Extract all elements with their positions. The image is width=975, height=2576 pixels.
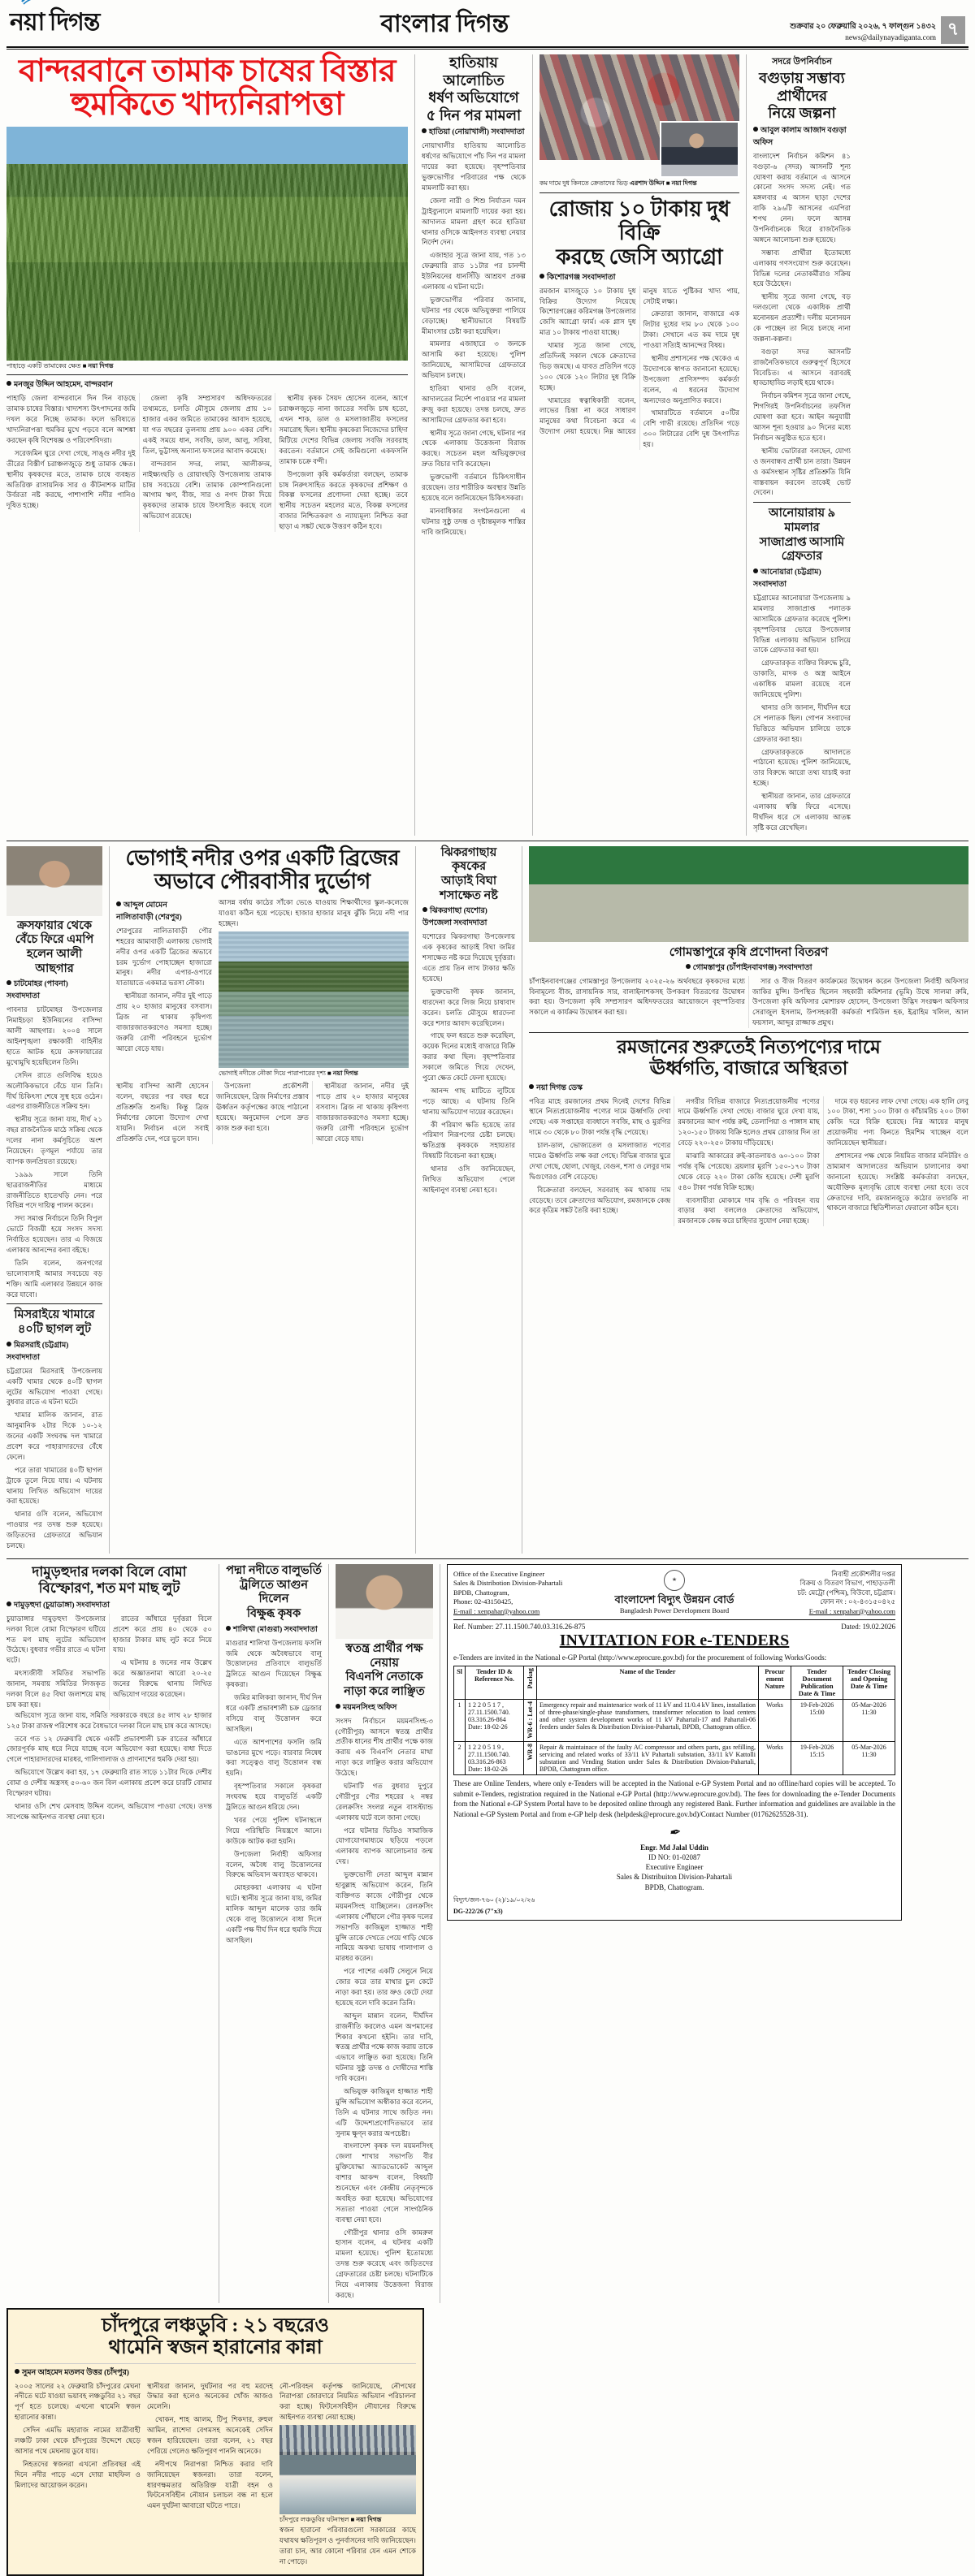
launch-feature bbox=[6, 2308, 424, 2576]
paragraph: অভিযুক্ত কাজিমুল হাজ্জাত শাহী মুন্সি অভিযোগ অস্বীকার করে বলেন, তিনি এ ঘটনার সাথে জড়িত নন। এটি উদ্দেশ্যপ্রণোদিতভাবে তার সুনাম ক্ষুণ্ন করার অপচেষ্টা। bbox=[336, 2086, 433, 2137]
bridge-content bbox=[116, 897, 409, 1078]
paragraph: মোহরকয়া এলাকায় এ ঘটনা ঘটে। স্থানীয় সূত্রে জানা যায়, জমির মালিক আব্দুল মালেক তার জমি থেকে বালু উত্তোলনে বাধা দিলে একটি পক্ষ দীর্ঘ দিন ধরে হুমকি দিয়ে আসছিল। bbox=[226, 1883, 322, 1944]
paragraph: নিহতদের স্বজনরা এখনো প্রতিবছর এই দিনে নদীর পাড়ে এসে দোয়া মাহফিল ও মিলাদের আয়োজন করেন। bbox=[15, 2459, 141, 2489]
paragraph: অভিযোগে উল্লেখ করা হয়, ১৭ ফেব্রুয়ারি রাত সাড়ে ১১টার দিকে দেশীয় বোমা ও দেশীয় অস্ত্রসহ ৫০-৬০ জন বিল এলাকায় প্রবেশ করে চারটি বোমার বিস্ফোরণ ঘটায়। bbox=[6, 1768, 212, 1797]
bridge-byline: আব্দুল মোমেন নালিতাবাড়ী (শেরপুর) bbox=[116, 901, 182, 922]
paragraph: সার ও বীজ বিতরণ কার্যক্রমের উদ্বোধন করেন উপজেলা নির্বাহী অফিসার জাকির মুন্সি। উপস্থিত ছিলেন সহকারী কমিশনার (ভূমি) উম্মে সালমা রুমি, উপজেলা কৃষি অফিসার মোশারফ হোসেন, উপজেলা উদ্ভিদ সংরক্ষণ অফিসার সেরাজুল ইসলাম, উপসহকারী কর্মকর্তা শামিউল হক, ইব্রাহিম খলিল, আল ফয়সাল, আব্দুর রাজ্জাক প্রমুখ। bbox=[752, 976, 968, 1027]
paragraph: সেদিন রাতে গুলিবিদ্ধ হয়েও অলৌকিকভাবে বেঁচে যান তিনি। দীর্ঘ চিকিৎসা শেষে সুস্থ হয়ে ওঠেন। এরপর রাজনীতিতে সক্রিয় হন। bbox=[6, 1070, 103, 1111]
lead-headline-line1: বান্দরবানে তামাক চাষের বিস্তার bbox=[19, 54, 396, 89]
paragraph: দামে বড় ধরনের লাফ দেখা গেছে। এক হালি লেবু ১০০ টাকা, শসা ১০০ টাকা ও কাঁচামরিচ ২০০ টাকা কেজি দরে বিক্রি হয়েছে। নিম্ন আয়ের মানুষ প্রয়োজনীয় পণ্য কিনতে হিমশিম খাচ্ছেন বলে জানিয়েছেন স্থানীয়রা। bbox=[826, 1096, 968, 1148]
paragraph: খামার সূত্রে জানা গেছে, প্রতিদিনই সকাল থেকে ক্রেতাদের ভিড় জমছে। এ যাবত প্রতিদিন গড়ে ১০০ থেকে ১২০ লিটার দুধ বিক্রি হচ্ছে। bbox=[540, 341, 636, 391]
ad-office-line: Sales & Distribotion Division-Pahartali bbox=[453, 1579, 563, 1588]
cell-package: WR-6 : Lot-4 bbox=[524, 1699, 537, 1742]
paragraph: সেদিন এমভি মহারাজ নামের যাত্রীবাহী লঞ্চটি ঢাকা থেকে চাঁদপুরের উদ্দেশে ছেড়ে আসার পথে মেঘনায় ডুবে যায়। bbox=[15, 2426, 141, 2455]
cell-sl: 2 bbox=[454, 1742, 466, 1775]
agri-byline: গোমস্তাপুর (চাঁপাইনবাবগঞ্জ) সংবাদদাতা bbox=[529, 962, 968, 975]
paragraph: শেরপুরের নালিতাবাড়ী পৌর শহরের আমাবাড়ী এলাকায় ভোগাই নদীর ওপর একটি ব্রিজের অভাবে চরম দুর্ভোগ পোহাচ্ছেন হাজারো মানুষ। নদীর এপার-ওপারে যাতায়াতে একমাত্র ভরসা নৌকা। bbox=[116, 926, 213, 988]
bullet-icon bbox=[422, 907, 427, 912]
cell-sl: 1 bbox=[454, 1699, 466, 1742]
ad-org-bn: বাংলাদেশ বিদ্যুৎ উন্নয়ন বোর্ড bbox=[614, 1593, 734, 1606]
paragraph: নগরীর বিভিন্ন বাজারে নিত্যপ্রয়োজনীয় পণ্যের দামে ঊর্ধ্বগতি দেখা গেছে। বাজার ঘুরে দেখা যায়, রমজানের আগ পর্যন্ত রুই, তেলাপিয়া ও পাঙ্গাস মাছ ১২০-১৫০ টাকায় বিক্রি হলেও প্রথম রোজার দিন তা বেড়ে ২২০-২৫০ টাকায় দাঁড়িয়েছে। bbox=[678, 1096, 820, 1148]
launch-col-2 bbox=[147, 2381, 273, 2570]
milk-inset-photo bbox=[660, 121, 739, 178]
paragraph: খামার মালিক জানান, রাত আনুমানিক ২টার দিকে ১০-১২ জনের একটি সংঘবদ্ধ দল খামারে প্রবেশ করে পাহারাদারদের বেঁধে ফেলে। bbox=[6, 1411, 103, 1461]
masthead-rule bbox=[6, 46, 968, 50]
signature-mark-icon: ✒︎ bbox=[667, 1824, 682, 1841]
band-divider bbox=[6, 1558, 968, 1559]
logo-swoosh-icon bbox=[21, 0, 58, 5]
paragraph: এতে আশপাশের ফসলি জমি ভাঙনের মুখে পড়ে। বারবার নিষেধ করা সত্ত্বেও বালু উত্তোলন বন্ধ হয়নি। bbox=[226, 1737, 322, 1778]
paragraph: গ্রেফতারকৃতকে আদালতে পাঠানো হয়েছে। পুলিশ জানিয়েছে, তার বিরুদ্ধে আরো তথ্য যাচাই করা হচ্ছে। bbox=[753, 747, 851, 788]
th-pub-date: Tender Document Publication Date & Time bbox=[791, 1666, 843, 1699]
paragraph: ক্রেতারা জানান, বাজারে এক লিটার দুধের দাম ৮০ থেকে ১০০ টাকা। সেখানে এত কম দামে দুধ পাওয়া সত্যিই আনন্দের বিষয়। bbox=[643, 309, 739, 350]
paragraph: স্থানীয় সূত্রে জানা গেছে, ঘটনার পর থেকে এলাকায় উত্তেজনা বিরাজ করছে। সচেতন মহল অভিযুক্তদের দ্রুত বিচার দাবি করেছেন। bbox=[422, 428, 526, 469]
sand-headline: পদ্মা নদীতে বালুভর্তি ট্রলিতে আগুন দিলেন বিক্ষুব্ধ কৃষক bbox=[226, 1563, 322, 1620]
logo-label: নয়া দিগন্ত bbox=[10, 9, 100, 36]
paragraph: পাহাড়ি জেলা বান্দরবানে দিন দিন বাড়ছে তামাক চাষের বিস্তার। খাদ্যশস্য উৎপাদনের জমি দখল করে নিচ্ছে তামাক। ফলে ভবিষ্যতে খাদ্যনিরাপত্তা হুমকির মুখে পড়বে বলে আশঙ্কা করছেন কৃষি বিশেষজ্ঞ ও পরিবেশবিদরা। bbox=[6, 394, 136, 445]
bogura-story bbox=[753, 54, 851, 836]
arrest-byline: আনোয়ারা (চট্টগ্রাম) সংবাদদাতা bbox=[753, 568, 821, 590]
bullet-icon bbox=[422, 128, 427, 133]
paragraph: স্থানীয়রা জানান, তার গ্রেফতারে এলাকায় স্বস্তি ফিরে এসেছে। দীর্ঘদিন ধরে সে এলাকায় আতঙ্ক সৃষ্টি করে রেখেছিল। bbox=[753, 792, 851, 832]
bridge-headline: ভোগাই নদীর ওপর একটি ব্রিজের অভাবে পৌরবাসীর দুর্ভোগ bbox=[125, 845, 400, 894]
signature-id: ID NO: 01-02087 bbox=[648, 1853, 700, 1862]
launch-headline: চাঁদপুরে লঞ্চডুবি : ২১ বছরেও থামেনি স্বজন হারানোর কান্না bbox=[102, 2315, 329, 2359]
paragraph: স্থানীয় ভোটাররা বলছেন, যোগ্য ও জনবান্ধব প্রার্থী চান তারা। উন্নয়ন ও কর্মসংস্থান সৃষ্টির প্রতিশ্রুতি যিনি বাস্তবায়ন করবেন তাকেই ভোট দেবেন। bbox=[753, 446, 851, 497]
ad-note: These are Online Tenders, where only e-Tenders will be accepted in the National e-GP System Portal and no offline/hard copies will be accepted. To submit e-Tenders, registration required in the National e-GP Portal (http://www.eprocure.gov.bd). The fees for downloading the e-Tender Documents from the National e-GP System Portal have to be deposited online through any registered Bank. Further information and guidelines are available in the National e-GP System Portal and from e-GP help desk (helpdesk@eprocure.gov.bd)/Contact Number (01762625528-31). bbox=[453, 1779, 895, 1818]
bullet-icon bbox=[15, 2369, 20, 2374]
paragraph: যশোরের ঝিকরগাছা উপজেলায় এক কৃষকের আড়াই বিঘা জমির শসাক্ষেত নষ্ট করে দিয়েছে দুর্বৃত্তরা। এতে প্রায় তিন লাখ টাকার ক্ষতি হয়েছে। bbox=[422, 932, 516, 983]
paragraph: চট্টগ্রামের আনোয়ারা উপজেলায় ৯ মামলার সাজাপ্রাপ্ত পলাতক আসামিকে গ্রেফতার করেছে পুলিশ। বৃহস্পতিবার ভোরে উপজেলার বিভিন্ন এলাকায় অভিযান চালিয়ে তাকে গ্রেফতার করা হয়। bbox=[753, 594, 851, 655]
arrest-headline: আনোয়ারায় ৯ মামলার সাজাপ্রাপ্ত আসামি গ্রেফতার bbox=[759, 507, 845, 564]
bridge-text-left bbox=[116, 897, 212, 1078]
paragraph: উপজেলা কৃষি কর্মকর্তারা বলছেন, তামাক চাষ নিরুৎসাহিত করতে কৃষকদের প্রশিক্ষণ ও বিকল্প ফসলের প্রণোদনা দেয়া হচ্ছে। তবে স্থানীয় সচেতন মহলের মতে, বিকল্প ফসলের বাজার নিশ্চিতকরণ ও ন্যায্যমূল্য নিশ্চিত করা ছাড়া এ সঙ্কট থেকে উত্তরণ কঠিন হবে। bbox=[279, 469, 408, 531]
cell-close-date: 05-Mar-2026 11:30 bbox=[843, 1699, 895, 1742]
top-band bbox=[6, 54, 968, 836]
ad-org-block bbox=[601, 1570, 748, 1616]
paragraph: স্থানীয় সূত্রে জানা যায়, দীর্ঘ ২১ বছর রাজনৈতিক মাঠে সক্রিয় থেকে দলের নানা কর্মসূচিতে অংশ নিয়েছেন। তৃণমূল পর্যায়ে তার ব্যাপক জনপ্রিয়তা রয়েছে। bbox=[6, 1115, 103, 1165]
paragraph: সদ্য সমাপ্ত নির্বাচনে তিনি বিপুল ভোটে বিজয়ী হয়ে সংসদ সদস্য নির্বাচিত হয়েছেন। তার এ বিজয়ে এলাকায় আনন্দের বন্যা বইছে। bbox=[6, 1214, 103, 1254]
bullet-icon bbox=[540, 274, 544, 279]
paragraph: স্থানীয় প্রশাসনের পক্ষ থেকেও এ উদ্যোগকে স্বাগত জানানো হয়েছে। উপজেলা প্রাণিসম্পদ কর্মকর্তা বলেন, এ ধরনের উদ্যোগ অন্যদেরও অনুপ্রাণিত করবে। bbox=[643, 354, 739, 404]
paragraph: পাবনার চাটমোহর উপজেলার নিমাইচড়া ইউনিয়নের বাসিন্দা আলী আছগার। ২০০৪ সালে আইনশৃঙ্খলা রক্ষাকারী বাহিনীর হাতে আটক হয়ে ক্রসফায়ারের মুখোমুখি হয়েছিলেন তিনি। bbox=[6, 1005, 103, 1066]
bridge-story bbox=[116, 846, 409, 1554]
ad-office-line-bn: ফোন নং : ০২-৪৩১৫০৪২৫ bbox=[820, 1597, 895, 1606]
launch-feature-box bbox=[6, 2308, 424, 2576]
paragraph: স্থানীয়রা জানান, দুর্ঘটনার পর বহু মরদেহ উদ্ধার করা হলেও অনেকের খোঁজ আজও মেলেনি। bbox=[147, 2381, 273, 2411]
paragraph: স্বজন হারানো পরিবারগুলো সরকারের কাছে যথাযথ ক্ষতিপূরণ ও পুনর্বাসনের দাবি জানিয়েছেন। তারা চান, আর কোনো পরিবার যেন এমন শোকে না পোড়ে। bbox=[280, 2525, 416, 2565]
agri-body bbox=[529, 976, 968, 1028]
bnp-photo bbox=[336, 1564, 433, 1639]
ramadan-headline: রমজানের শুরুতেই নিত্যপণ্যের দামে ঊর্ধ্বগতি, বাজারে অস্থিরতা bbox=[617, 1037, 881, 1079]
paragraph: খামারের স্বত্বাধিকারী বলেন, লাভের চিন্তা না করে সাধারণ মানুষের কথা বিবেচনা করে এ উদ্যোগ নেয়া হয়েছে। নিম্ন আয়ের মানুষ যাতে পুষ্টিকর খাদ্য পায়, সেটাই লক্ষ্য। bbox=[540, 286, 739, 436]
paragraph: চট্টগ্রামের মিরসরাই উপজেলায় একটি খামার থেকে ৪০টি ছাগল লুটের অভিযোগ পাওয়া গেছে। বুধবার রাতে এ ঘটনা ঘটে। bbox=[6, 1366, 103, 1407]
bridge-photo-wrap bbox=[219, 897, 409, 1078]
paragraph: রমজান মাসজুড়ে ১০ টাকায় দুধ বিক্রির উদ্যোগ নিয়েছে কিশোরগঞ্জের করিমগঞ্জ উপজেলার জেসি অ্যাগ্রো ফার্ম। এক গ্লাস দুধ মাত্র ১০ টাকায় পাওয়া যাচ্ছে। bbox=[540, 286, 636, 337]
paragraph: হাতিয়া থানার ওসি বলেন, আদালতের নির্দেশ পাওয়ার পর মামলা রুজু করা হয়েছে। তদন্ত চলছে, দ্রুত আসামিদের গ্রেফতার করা হবে। bbox=[422, 383, 526, 424]
column-rule bbox=[746, 54, 747, 836]
paragraph: ভুক্তভোগী কৃষক জানান, ধারদেনা করে লিজ নিয়ে চাষাবাদ করেন। চলতি মৌসুমে ধারদেনা করে শসার আবাদ করেছিলেন। bbox=[422, 987, 516, 1027]
ad-org-en: Bangladesh Power Development Board bbox=[619, 1606, 730, 1615]
agri-ramadan-col bbox=[529, 846, 968, 1554]
hatiya-headline: হাতিয়ায় আলোচিত ধর্ষণ অভিযোগে ৫ দিন পর মামলা bbox=[426, 54, 522, 123]
launch-col-3 bbox=[280, 2381, 416, 2570]
jhikargacha-headline: ঝিকরগাছায় কৃষকের আড়াই বিঘা শসাক্ষেত নষ্ট bbox=[440, 845, 498, 902]
contact-email[interactable]: news@dailynayadiganta.com bbox=[845, 33, 936, 42]
bullet-icon bbox=[226, 1626, 231, 1631]
paragraph: থানার ওসি জানান, দীর্ঘদিন ধরে সে পলাতক ছিল। গোপন সংবাদের ভিত্তিতে অভিযান চালিয়ে তাকে গ্রেফতার করা হয়। bbox=[753, 702, 851, 743]
masthead-right bbox=[790, 16, 965, 44]
ad-office-block-bn bbox=[752, 1570, 895, 1616]
goats-headline: মিসরাইয়ে খামারে ৪০টি ছাগল লুট bbox=[14, 1308, 95, 1337]
cell-tender-id: 1 2 2 0 5 1 7 , 27.11.1500.740. 03.316.26-864 Date: 18-02-26 bbox=[466, 1699, 524, 1742]
jhikargacha-story bbox=[422, 846, 515, 1554]
paragraph: নদীপথে নিরাপত্তা নিশ্চিত করার দাবি জানিয়েছেন স্বজনরা। তারা বলেন, ধারণক্ষমতার অতিরিক্ত যাত্রী বহন ও ফিটনেসবিহীন নৌযান চলাচল বন্ধ না হলে এমন দুর্ঘটনা আবারো ঘটতে পারে। bbox=[147, 2459, 273, 2510]
bullet-icon bbox=[116, 901, 121, 906]
cell-pub-date: 19-Feb-2026 15:00 bbox=[791, 1699, 843, 1742]
cell-pub-date: 19-Feb-2026 15:15 bbox=[791, 1742, 843, 1775]
divider bbox=[6, 374, 408, 375]
paragraph: ২০০৫ সালের ২২ ফেব্রুয়ারি চাঁদপুরের মেঘনা নদীতে ঘটে যাওয়া ভয়াবহ লঞ্চডুবির ২১ বছর পূর্ণ হতে চলেছে। এখনো থামেনি স্বজন হারানোর কান্না। bbox=[15, 2381, 141, 2422]
bnp-headline: স্বতন্ত্র প্রার্থীর পক্ষ নেয়ায় বিএনপি নেতাকে নাড়া করে লাঞ্ছিত bbox=[344, 1641, 425, 1698]
column-rule bbox=[328, 1564, 329, 2303]
cell-name: Repair & maintainace of the faulty AC compressor and others parts, gas refilling, servicing and related works of 33/11 kV Pahartali substation, 33/11 kV Kattolli substation and Vending Station under Sales & Distribution Division-Pahartali, BPDB, Chattogram office. bbox=[537, 1742, 759, 1775]
paragraph: থানার ওসি বলেন, অভিযোগ পাওয়ার পর তদন্ত শুরু হয়েছে। জড়িতদের গ্রেফতারে অভিযান চলছে। bbox=[6, 1510, 103, 1550]
paragraph: বৃহস্পতিবার সকালে কৃষকরা সংঘবদ্ধ হয়ে বালুভর্তি একটি ট্রলিতে আগুন ধরিয়ে দেন। bbox=[226, 1782, 322, 1812]
paragraph: ১৯৯৯ সালে তিনি ছাত্ররাজনীতির মাধ্যমে রাজনীতিতে হাতেখড়ি নেন। পরে বিভিন্ন পদে দায়িত্ব পালন করেন। bbox=[6, 1169, 103, 1210]
paragraph: চাল-ডাল, ভোজ্যতেল ও মসলাজাত পণ্যের দামেও ঊর্ধ্বগতি লক্ষ করা গেছে। বিভিন্ন বাজার ঘুরে দেখা গেছে, ছোলা, খেজুর, বেগুন, শসা ও লেবুর দাম দ্বিগুণেরও বেশি বেড়েছে। bbox=[529, 1141, 671, 1181]
lead-headline bbox=[6, 54, 408, 122]
bullet-icon bbox=[753, 568, 758, 573]
paragraph: জেলা নারী ও শিশু নির্যাতন দমন ট্রাইব্যুনালে মামলাটি দায়ের করা হয়। আদালত মামলা গ্রহণ করে হাতিয়া থানার ওসিকে আইনগত ব্যবস্থা নেয়ার নির্দেশ দেন। bbox=[422, 196, 526, 247]
bridge-body bbox=[116, 1081, 409, 1143]
cell-name: Emergency repair and maintenarice work of 11 kV and 11/0.4 kV lines, installation of three-phase/single-phase transformers, transformer relocation to load centers and other system development works of 11 kV Pahartali-17 and Pahartali-06 feeders under Sales & Distribution Division-Pahartali, BPDB, Chattogram office. bbox=[537, 1699, 759, 1742]
paragraph: এজাহার সূত্রে জানা যায়, গত ১৩ ফেব্রুয়ারি রাত ১১টার পর চানন্দী ইউনিয়নের ধানসিঁড়ি আশ্রয়ণ প্রকল্প এলাকায় এ ঘটনা ঘটে। bbox=[422, 251, 526, 291]
paragraph: উপজেলা প্রকৌশলী জানিয়েছেন, ব্রিজ নির্মাণের প্রস্তাব ঊর্ধ্বতন কর্তৃপক্ষের কাছে পাঠানো হয়েছে। অনুমোদন পেলে দ্রুত কাজ শুরু করা হবে। bbox=[216, 1082, 309, 1132]
paragraph: বাংলাদেশ কৃষক দল ময়মনসিংহ জেলা শাখার সভাপতি বীর মুক্তিযোদ্ধা অ্যাডভোকেট আব্দুল বাশার আকন্দ বলেন, বিষয়টি শুনেছেন এবং কেন্দ্রীয় নেতৃবৃন্দকে অবহিত করা হয়েছে। অভিযোগের সত্যতা পাওয়া গেলে সাংগঠনিক ব্যবস্থা নেয়া হবে। bbox=[336, 2142, 433, 2224]
bnp-story bbox=[336, 1564, 433, 2303]
paragraph: কী পরিমাণ ক্ষতি হয়েছে তার পরিমাণ নিরূপণের চেষ্টা চলছে। ক্ষতিগ্রস্ত কৃষককে সহায়তার বিষয়টি বিবেচনা করা হচ্ছে। bbox=[422, 1120, 516, 1160]
column-rule bbox=[109, 846, 110, 1554]
ad-header bbox=[453, 1570, 895, 1616]
ad-box bbox=[447, 1564, 902, 1921]
ad-office-line-bn: নিবাহী প্রকৌশলীর দপ্তর bbox=[831, 1569, 895, 1578]
paragraph: খোকন, শাহ আলম, টিপু শিকদার, রুহুল আমিন, রাশেদা বেগমসহ অনেকেই সেদিন স্বজন হারিয়েছেন। তারা বলেন, ২১ বছর পেরিয়ে গেলেও ক্ষতিপূরণ পাননি অনেকে। bbox=[147, 2415, 273, 2455]
bridge-photo-caption: ভোগাই নদীতে নৌকা দিয়ে পারাপারের দৃশ্য ■ নয়া দিগন্ত bbox=[219, 1069, 358, 1077]
th-name: Name of the Tender bbox=[537, 1666, 759, 1699]
paragraph: বাংলাদেশ নির্বাচন কমিশন ৪১ বগুড়া-৬ (সদর) আসনটি শূন্য ঘোষণা করায় বর্তমানে এ আসনে কোনো সংসদ সদস্য নেই। গত মঙ্গলবার এ আসন ছাড়া দেশের বাকি ২৯৬টি আসনের এমপিরা শপথ নেন। ফলে আসন্ন উপনির্বাচনকে ঘিরে রাজনৈতিক অঙ্গনে আলোচনা শুরু হয়েছে। bbox=[753, 151, 851, 244]
paragraph: অভিযোগ সূত্রে জানা যায়, সমিতি সরকারকে বছরে ৪৫ লাখ ২৮ হাজার ১২৫ টাকা রাজস্ব পরিশোধ করে বৈধভাবে দলকা বিলে মাছ চাষ করে আসছে। bbox=[6, 1710, 212, 1730]
paragraph: আনন্দ গাছ মাটিতে লুটিয়ে পড়ে আছে। এ ঘটনায় তিনি থানায় অভিযোগ দায়ের করেছেন। bbox=[422, 1086, 516, 1116]
paragraph: স্থানীয় কৃষক সৈয়দ হোসেন বলেন, আগে চরাঞ্চলজুড়ে নানা জাতের সবজি চাষ হতো, এখন শাক, ডাল ও মসলাজাতীয় ফসলের সমারোহ ছিল। স্থানীয় কৃষকেরা নিজেদের চাহিদা মিটিয়ে দেশের বিভিন্ন জেলায় সবজি সরবরাহ করতেন। বর্তমানে সেই জমিগুলো একফসলি তামাক চক্রে বন্দী। bbox=[279, 394, 408, 465]
ad-office-line: Office of the Executive Engineer bbox=[453, 1569, 545, 1578]
ramadan-body bbox=[529, 1096, 968, 1227]
launch-content bbox=[15, 2381, 416, 2570]
paragraph: মৎস্যজীবী সমিতির সভাপতি জানান, সমবায় সমিতির লিজকৃত দলকা বিলে ৪৫ বিঘা জলাশয়ে মাছ চাষ করা হয়। bbox=[6, 1669, 106, 1709]
paragraph: মাঝারি আকারের রুই-কাতলায়ও ৬০-১০০ টাকা পর্যন্ত বৃদ্ধি পেয়েছে। ব্রয়লার মুরগি ১৫০-১৭০ টাকা থেকে বেড়ে ২২০ টাকা কেজি হয়েছে। দেশী মুরগি ৫৪০ টাকা পর্যন্ত বিক্রি হচ্ছে। bbox=[678, 1151, 820, 1191]
table-row bbox=[454, 1742, 895, 1775]
publication-logo[interactable] bbox=[10, 2, 99, 44]
paragraph: চুয়াডাঙ্গার দামুড়হুদা উপজেলার দলকা বিলে বোমা বিস্ফোরণ ঘটিয়ে শত মণ মাছ লুটের অভিযোগ উঠেছে। বুধবার গভীর রাতে এ ঘটনা ঘটে। bbox=[6, 1614, 106, 1665]
jhikargacha-byline: ঝিকরগাছা (যশোর) উপজেলা সংবাদদাতা bbox=[422, 907, 488, 928]
paragraph: নির্বাচন কমিশন সূত্রে জানা গেছে, শিগগিরই উপনির্বাচনের তফসিল ঘোষণা করা হবে। আইন অনুযায়ী আসন শূন্য হওয়ার ৯০ দিনের মধ্যে নির্বাচন অনুষ্ঠিত হতে হবে। bbox=[753, 391, 851, 442]
cell-package: WR-8 bbox=[524, 1742, 537, 1775]
bullet-icon bbox=[6, 381, 11, 386]
paragraph: ভুক্তভোগী বর্তমানে চিকিৎসাধীন রয়েছেন। তার শারীরিক অবস্থার উন্নতি হয়েছে বলে জানিয়েছেন চিকিৎসকরা। bbox=[422, 473, 526, 502]
paragraph: নোয়াখালীর হাতিয়ায় আলোচিত ধর্ষণের অভিযোগে পাঁচ দিন পর মামলা দায়ের করা হয়েছে। বৃহস্পতিবার ভুক্তভোগীর পরিবারের পক্ষ থেকে মামলাটি করা হয়। bbox=[422, 141, 526, 192]
paragraph: প্রশাসনের পক্ষ থেকে নিয়মিত বাজার মনিটরিং ও ভ্রাম্যমাণ আদালতের অভিযান চালানোর কথা জানানো হয়েছে। সংশ্লিষ্ট কর্মকর্তারা বলছেন, অযৌক্তিক মূল্যবৃদ্ধি রোধে ব্যবস্থা নেয়া হবে। তবে ক্রেতাদের দাবি, রমজানজুড়ে কঠোর তদারকি না থাকলে বাজারে স্থিতিশীলতা ফেরানো কঠিন হবে। bbox=[826, 1151, 968, 1212]
table-row bbox=[454, 1699, 895, 1742]
bullet-icon bbox=[686, 964, 691, 969]
caption-text: পাহাড়ে একটি তামাকের ক্ষেত bbox=[6, 361, 81, 370]
paragraph: চাঁপাইনবাবগঞ্জের গোমস্তাপুর উপজেলায় ২০২৫-২৬ অর্থবছরে কৃষকদের মধ্যে বিনামূল্যে বীজ, রাসায়নিক সার, বালাইনাশকসহ উপকরণ বিতরণের উদ্বোধন করা হয়। উপজেলা কৃষি সম্প্রসারণ অধিদফতরের আয়োজনে বৃহস্পতিবার সকালে এ কার্যক্রম উদ্বোধন করা হয়। bbox=[529, 976, 746, 1017]
paragraph: জেলা কৃষি সম্প্রসারণ অধিদফতরের তথ্যমতে, চলতি মৌসুমে জেলায় প্রায় ১০ হাজার একর জমিতে তামাকের আবাদ হয়েছে, যা গত বছরের তুলনায় প্রায় ৯০০ একর বেশি। একই সময়ে ধান, সবজি, ডাল, আলু, সরিষা, তিল, ভুট্টাসহ অন্যান্য ফসলের আবাদ কমেছে। bbox=[142, 394, 272, 455]
column-rule bbox=[415, 846, 416, 1554]
esp-byline: চাটমোহর (পাবনা) সংবাদদাতা bbox=[6, 980, 68, 1001]
bridge-photo bbox=[219, 931, 409, 1068]
paragraph: বগুড়া সদর আসনটি রাজনৈতিকভাবে গুরুত্বপূর্ণ হিসেবে বিবেচিত। এ আসনে বরাবরই হাড্ডাহাড্ডি লড়াই হয়ে থাকে। bbox=[753, 347, 851, 387]
paragraph: তিনি বলেন, জনগণের ভালোবাসাই আমার সবচেয়ে বড় শক্তি। আমি এলাকার উন্নয়নে কাজ করে যাবো। bbox=[6, 1258, 103, 1299]
th-sl: Sl bbox=[454, 1666, 466, 1699]
divider bbox=[15, 2363, 416, 2364]
bomb-body bbox=[6, 1614, 212, 1710]
bullet-icon bbox=[6, 980, 11, 985]
masthead bbox=[6, 5, 968, 44]
paragraph: মানবাধিকার সংগঠনগুলো এ ঘটনার সুষ্ঠু তদন্ত ও দৃষ্টান্তমূলক শাস্তির দাবি জানিয়েছে। bbox=[422, 506, 526, 536]
ad-office-line-bn: বিক্রয় ও বিতরণ বিভাগ, পাহাড়তলী bbox=[800, 1579, 895, 1588]
bogura-headline: বগুড়ায় সম্ভাব্য প্রার্থীদের নিয়ে জল্পনা bbox=[759, 70, 845, 122]
goats-byline: মিরসরাই (চট্টগ্রাম) সংবাদদাতা bbox=[6, 1341, 69, 1362]
lead-headline-line2: হুমকিতে খাদ্যনিরাপত্তা bbox=[71, 87, 344, 123]
lead-photo-caption bbox=[6, 361, 408, 371]
paragraph: পবিত্র মাহে রমজানের প্রথম দিনেই দেশের বিভিন্ন স্থানে নিত্যপ্রয়োজনীয় পণ্যের দামে ঊর্ধ্বগতি দেখা গেছে। এক সপ্তাহের ব্যবধানে সবজি, মাছ ও মুরগির দামে ৩০ থেকে ৮০ টাকা পর্যন্ত বৃদ্ধি পেয়েছে। bbox=[529, 1096, 671, 1137]
paragraph: গ্রেফতারকৃত ব্যক্তির বিরুদ্ধে চুরি, ডাকাতি, মাদক ও অস্ত্র আইনে একাধিক মামলা রয়েছে বলে জানিয়েছে পুলিশ। bbox=[753, 659, 851, 699]
bomb-byline: দামুড়হুদা (চুয়াডাঙ্গা) সংবাদদাতা bbox=[6, 1600, 212, 1612]
paragraph: থানার ওসি জানিয়েছেন, লিখিত অভিযোগ পেলে আইনানুগ ব্যবস্থা নেয়া হবে। bbox=[422, 1165, 516, 1194]
signature-name: Engr. Md Jalal Uddin bbox=[640, 1843, 708, 1852]
page-number-badge: ৭ bbox=[941, 16, 965, 44]
page-title: বাংলার দিগন্ত bbox=[380, 11, 509, 37]
paragraph: স্থানীয় বাসিন্দা আলী হোসেন বলেন, বছরের পর বছর ধরে প্রতিশ্রুতি শুনছি। কিন্তু ব্রিজ নির্মাণের কোনো উদ্যোগ দেখা যায়নি। নির্বাচন এলে সবাই প্রতিশ্রুতি দেন, পরে ভুলে যান। bbox=[116, 1082, 209, 1143]
ad-office-email-bn[interactable]: E-mail : xenpahar@yahoo.com bbox=[808, 1606, 895, 1615]
milk-photo-group bbox=[540, 54, 739, 178]
paragraph: সরেজমিন ঘুরে দেখা গেছে, সাঙ্গু নদীর দুই তীরের বিস্তীর্ণ চরাঞ্চলজুড়ে শুধু তামাক ক্ষেত। স্থানীয় কৃষকদের মতে, তামাক চাষে ব্যবহৃত অতিরিক্ত রাসায়নিক সার ও কীটনাশক মাটির উর্বরতা নষ্ট করছে, পাশাপাশি নদীর পানিও দূষিত হচ্ছে। bbox=[6, 448, 136, 510]
table-header-row bbox=[454, 1666, 895, 1699]
cell-nature: Works bbox=[759, 1699, 791, 1742]
th-tender-id: Tender ID & Reference No. bbox=[466, 1666, 524, 1699]
paragraph: পরে পাশের একটি সেলুনে নিয়ে জোর করে তার মাথার চুল কেটে নাড়া করা হয়। তার ভ্রুও কেটে দেয়া হয়েছে বলে দাবি করেন তিনি। bbox=[336, 1967, 433, 2007]
bullet-icon bbox=[6, 1342, 11, 1346]
logo-text bbox=[10, 2, 99, 44]
caption-source: ■ নয়া দিগন্ত bbox=[82, 361, 114, 370]
bullet-icon bbox=[753, 127, 758, 132]
esp-headline: ক্রসফায়ার থেকে বেঁচে ফিরে এমপি হলেন আলী আছগার bbox=[15, 918, 94, 975]
paragraph: তবে গত ১২ ফেব্রুয়ারি থেকে একটি প্রভাবশালী চক্র রাতের আঁধারে জোরপূর্বক মাছ ধরে নিয়ে যাচ্ছে বলে অভিযোগ করা হয়েছে। বাধা দিতে গেলে পাহারাদারদের মারধর, গালিগালাজ ও প্রাণনাশের হুমকি দেয়া হয়। bbox=[6, 1734, 212, 1764]
paragraph: থানার ওসি শেখ মেসবাহ উদ্দিন বলেন, অভিযোগ পাওয়া গেছে। তদন্ত সাপেক্ষে আইনগত ব্যবস্থা নেয়া হবে। bbox=[6, 1801, 212, 1821]
paragraph: উপজেলা নির্বাহী অফিসার বলেন, অবৈধ বালু উত্তোলনের বিরুদ্ধে অভিযান অব্যাহত থাকবে। bbox=[226, 1849, 322, 1879]
paragraph: গাছে ফল ধরতে শুরু করেছিল, কয়েক দিনের মধ্যেই বাজারে বিক্রি করার কথা ছিল। বৃহস্পতিবার সকালে জমিতে গিয়ে দেখেন, পুরো ক্ষেত কেটে ফেলা হয়েছে। bbox=[422, 1031, 516, 1082]
ad-intro: e-Tenders are invited in the National e-GP Portal (http://www.eprocure.gov.bd) for the procurement of following Works/Goods: bbox=[453, 1653, 827, 1662]
ad-office-line: Phone: 02-43150425, bbox=[453, 1597, 514, 1606]
milk-body bbox=[540, 286, 739, 450]
hatiya-byline: হাতিয়া (নোয়াখালী) সংবাদদাতা bbox=[422, 127, 526, 139]
milk-headline: রোজায় ১০ টাকায় দুধ বিক্রি করছে জেসি অ্যাগ্রো bbox=[548, 197, 730, 270]
paragraph: মামলার এজাহারে ৩ জনকে আসামি করা হয়েছে। পুলিশ জানিয়েছে, আসামিদের গ্রেফতারে অভিযান চলছে। bbox=[422, 339, 526, 380]
launch-byline: সুমন আহমেদ মতলব উত্তর (চাঁদপুর) bbox=[15, 2367, 416, 2379]
bullet-icon bbox=[6, 1601, 11, 1606]
ad-reference-row bbox=[453, 1619, 895, 1631]
ad-footer bbox=[453, 1895, 895, 1915]
cell-nature: Works bbox=[759, 1742, 791, 1775]
paragraph: পরে ঘটনার ভিডিও সামাজিক যোগাযোগমাধ্যমে ছড়িয়ে পড়লে এলাকায় ব্যাপক আলোচনার জন্ম দেয়। bbox=[336, 1826, 433, 1866]
signature-division: Sales & Distribuiton Division-Pahartali bbox=[616, 1873, 733, 1882]
paragraph: স্থানীয়রা জানান, নদীর দুই পাড়ে প্রায় ২০ হাজার মানুষের বসবাস। ব্রিজ না থাকায় কৃষিপণ্য বাজারজাতকরণেও সমস্যা হচ্ছে। জরুরি রোগী পরিবহনে দুর্ভোগ আরো বেড়ে যায়। bbox=[315, 1082, 409, 1143]
lead-photo bbox=[6, 127, 408, 361]
bnp-byline: ময়মনসিংহ অফিস bbox=[336, 1702, 433, 1714]
th-package: Packag bbox=[524, 1666, 537, 1699]
divider bbox=[753, 502, 851, 503]
ad-date: Dated: 19.02.2026 bbox=[841, 1623, 895, 1632]
signature-title: Executive Engineer bbox=[645, 1863, 704, 1872]
cell-close-date: 05-Mar-2026 11:30 bbox=[843, 1742, 895, 1775]
bullet-icon bbox=[529, 1084, 534, 1089]
milk-byline: কিশোরগঞ্জ সংবাদদাতা bbox=[540, 272, 739, 284]
paragraph: বান্দরবান সদর, লামা, আলীকদম, নাইক্ষ্যংছড়ি ও রোয়াংছড়ি উপজেলায় তামাক চাষ সবচেয়ে বেশি। তামাক কোম্পানিগুলো আগাম ঋণ, বীজ, সার ও নগদ টাকা দিয়ে কৃষকদের তামাক চাষে উৎসাহিত করছে বলে অভিযোগ রয়েছে। bbox=[142, 459, 272, 521]
milk-story bbox=[540, 54, 739, 836]
paragraph: ব্যবসায়ীরা মোকামে দাম বৃদ্ধি ও পরিবহন ব্যয় বাড়ার কথা বললেও ক্রেতাদের অভিযোগ, রমজানকে কেন্দ্র করে চাহিদার সুযোগ নেয়া হচ্ছে। bbox=[678, 1195, 820, 1225]
hatiya-story bbox=[422, 54, 526, 836]
paragraph: ভুক্তভোগী নেতা আব্দুল মান্নান হাবুল্লাহ অভিযোগ করেন, তিনি ব্যক্তিগত কাজে গৌরীপুর থেকে ময়মনসিংহ যাচ্ছিলেন। রেলক্রসিং এলাকায় পৌঁছালে পৌর কৃষক দলের সভাপতি কাজিমুল হাজ্জাত শাহী মুন্সি তাকে দেখতে পেয়ে গাড়ি থেকে নামিয়ে অকথ্য ভাষায় গালাগাল ও মারধর করেন। bbox=[336, 1870, 433, 1963]
th-close-date: Tender Closing and Opening Date & Time bbox=[843, 1666, 895, 1699]
ad-footer-codes bbox=[453, 1895, 535, 1915]
ad-title: INVITATION FOR e-TENDERS bbox=[559, 1632, 790, 1650]
bogura-byline: আবুল কালাম আজাদ বগুড়া অফিস bbox=[753, 126, 847, 147]
ad-footer-code: DG-222/26 (7"x3) bbox=[453, 1907, 503, 1915]
ad-ref-number: Ref. Number: 27.11.1500.740.03.316.26-875 bbox=[453, 1623, 586, 1632]
masthead-meta bbox=[790, 21, 936, 45]
divider bbox=[6, 1303, 102, 1304]
esp-photo bbox=[6, 846, 102, 916]
th-nature: Procur ement Nature bbox=[759, 1666, 791, 1699]
paragraph: খবর পেয়ে পুলিশ ঘটনাস্থলে গিয়ে পরিস্থিতি নিয়ন্ত্রণে আনে। কাউকে আটক করা হয়নি। bbox=[226, 1815, 322, 1845]
esp-story bbox=[6, 846, 102, 1554]
paragraph: আসন্ন বর্ষায় কাঠের সাঁকো ভেঙে যাওয়ায় শিক্ষার্থীদের স্কুল-কলেজে যাওয়া কঠিন হয়ে পড়েছে। হাজার হাজার মানুষ ঝুঁকি নিয়ে নদী পার হচ্ছেন। bbox=[219, 897, 409, 927]
milk-photo-caption: কম দামে দুধ কিনতে ক্রেতাদের ভিড় এরশাদ উদ্দিন ■ নয়া দিগন্ত bbox=[540, 179, 697, 187]
lead-body bbox=[6, 393, 408, 532]
paragraph: আব্দুল মান্নান বলেন, দীর্ঘদিন রাজনীতি করলেও এমন অপমানের শিকার কখনো হইনি। তার দাবি, স্বতন্ত্র প্রার্থীর পক্ষে কাজ করায় তাকে এভাবে লাঞ্ছিত করা হয়েছে। তিনি ঘটনার সুষ্ঠু তদন্ত ও দোষীদের শাস্তি দাবি করেন। bbox=[336, 2011, 433, 2083]
divider bbox=[540, 192, 739, 193]
paragraph: রাতের আঁধারে দুর্বৃত্তরা বিলে প্রবেশ করে প্রায় ৪০ থেকে ৫০ হাজার টাকার মাছ লুট করে নিয়ে যায়। bbox=[113, 1614, 212, 1654]
dateline: শুক্রবার ২০ ফেব্রুয়ারি ২০২৬, ৭ ফাল্গুন ১৪৩২ bbox=[790, 22, 936, 31]
signature-org: BPDB, Chattogram. bbox=[644, 1882, 704, 1891]
ad-office-email[interactable]: E-mail : xenpahar@yahoo.com bbox=[453, 1606, 540, 1615]
ad-office-block bbox=[453, 1570, 596, 1616]
launch-photo bbox=[280, 2425, 416, 2514]
column-rule bbox=[414, 54, 415, 836]
lead-story bbox=[6, 54, 408, 836]
paragraph: খামারটিতে বর্তমানে ৫০টির বেশি গাভী রয়েছে। প্রতিদিন গড়ে ৩০০ লিটারের বেশি দুধ উৎপাদিত হয়। bbox=[643, 408, 739, 449]
launch-col-1 bbox=[15, 2381, 141, 2570]
paragraph: বিক্রেতারা বলছেন, সরবরাহ কম থাকায় দাম বেড়েছে। তবে ক্রেতাদের অভিযোগ, রমজানকে কেন্দ্র করে কৃত্রিম সঙ্কট তৈরি করা হচ্ছে। bbox=[529, 1185, 671, 1215]
middle-band bbox=[6, 846, 968, 1554]
sand-story bbox=[226, 1564, 322, 2303]
column-rule bbox=[532, 54, 533, 836]
ramadan-byline: নয়া দিগন্ত ডেস্ক bbox=[529, 1083, 968, 1095]
bomb-story bbox=[6, 1564, 212, 2303]
bullet-icon bbox=[336, 1704, 340, 1709]
paragraph: মাগুরার শালিখা উপজেলায় ফসলি জমি থেকে অবৈধভাবে বালু উত্তোলনের প্রতিবাদে বালুভর্তি ট্রলিতে আগুন দিয়েছেন বিক্ষুব্ধ কৃষকরা। bbox=[226, 1638, 322, 1689]
paragraph: স্থানীয় সূত্রে জানা গেছে, বড় দলগুলো থেকে একাধিক প্রার্থী মনোনয়ন প্রত্যাশী। দলীয় মনোনয়ন কে পাচ্ছেন তা নিয়ে চলছে নানা জল্পনা-কল্পনা। bbox=[753, 292, 851, 343]
agri-headline: গোমস্তাপুরে কৃষি প্রণোদনা বিতরণ bbox=[669, 945, 829, 959]
paragraph: সম্ভাব্য প্রার্থীরা ইতোমধ্যে এলাকায় গণসংযোগ শুরু করেছেন। বিভিন্ন দলের নেতাকর্মীরাও সক্রিয় হয়ে উঠেছেন। bbox=[753, 248, 851, 288]
paragraph: গৌরীপুর থানার ওসি কামরুল হাসান বলেন, এ ঘটনায় একটি মামলা হয়েছে। পুলিশ ইতোমধ্যে তদন্ত শুরু করেছে এবং জড়িতদের গ্রেফতারের চেষ্টা চলছে। ঘটনাটিকে নিয়ে এলাকায় উত্তেজনা বিরাজ করছে। bbox=[336, 2228, 433, 2299]
paragraph: সংসদ নির্বাচনে ময়মনসিংহ-৩ (গৌরীপুর) আসনে স্বতন্ত্র প্রার্থীর প্রতীক ধানের শীষ প্রার্থীর পক্ষে কাজ করায় এক বিএনপি নেতার মাথা নাড়া করে লাঞ্ছিত করার অভিযোগ উঠেছে। bbox=[336, 1716, 433, 1778]
bomb-headline: দামুড়হুদার দলকা বিলে বোমা বিস্ফোরণ, শত মণ মাছ লুট bbox=[32, 1563, 187, 1597]
paragraph: জমির মালিকরা জানান, দীর্ঘ দিন ধরে একটি প্রভাবশালী চক্র ড্রেজার বসিয়ে বালু উত্তোলন করে আসছিল। bbox=[226, 1693, 322, 1733]
ad-office-line-bn: চট: মেট্রো (পশ্চিম), বিউবো, চট্টগ্রাম। bbox=[797, 1588, 895, 1597]
paragraph: এ ঘটনায় ৪ জনের নাম উল্লেখ করে অজ্ঞাতনামা আরো ২০-২৫ জনের বিরুদ্ধে থানায় লিখিত অভিযোগ দায়ের করেছেন। bbox=[113, 1658, 212, 1698]
sand-byline: শালিখা (মাগুরা) সংবাদদাতা bbox=[226, 1624, 322, 1636]
divider bbox=[529, 1032, 968, 1033]
paragraph: ভুক্তভোগীর পরিবার জানায়, ঘটনার পর থেকে অভিযুক্তরা পালিয়ে বেড়াচ্ছে। স্থানীয়ভাবে বিষয়টি মীমাংসার চেষ্টা করা হয়েছিল। bbox=[422, 295, 526, 335]
paragraph: স্থানীয়রা জানান, নদীর দুই পাড়ে প্রায় ২০ হাজার মানুষের বসবাস। ব্রিজ না থাকায় কৃষিপণ্য বাজারজাতকরণেও সমস্যা হচ্ছে। জরুরি রোগী পরিবহনে দুর্ভোগ আরো বেড়ে যায়। bbox=[116, 992, 213, 1052]
ad-signature bbox=[453, 1824, 895, 1892]
ad-footer-bn: বিদ্যুৎ/জন-৭৬০ (২)/১৯/০২/২৬ bbox=[453, 1895, 535, 1904]
launch-photo-caption: চাঁদপুরে লঞ্চডুবির ঘটনাস্থল ■ নয়া দিগন্ত bbox=[280, 2516, 382, 2524]
paragraph: ঘটনাটি গত বুধবার দুপুরে গৌরীপুর পৌর শহরের ২ নম্বর রেলক্রসিং সংলগ্ন নতুন বাসস্ট্যান্ড এলাকায় ঘটে বলে জানা গেছে। bbox=[336, 1782, 433, 1822]
bogura-kicker: সদরে উপনির্বাচন bbox=[772, 57, 832, 67]
govt-seal-icon: ★ bbox=[664, 1570, 685, 1591]
tender-table bbox=[453, 1666, 895, 1776]
paragraph: পরে তারা খামারের ৪০টি ছাগল ট্রাকে তুলে নিয়ে যায়। এ ঘটনায় থানায় লিখিত অভিযোগ দায়ের করা হয়েছে। bbox=[6, 1465, 103, 1506]
paragraph: নৌ-পরিবহন কর্তৃপক্ষ জানিয়েছে, নৌপথের নিরাপত্তা জোরদারে নিয়মিত অভিযান পরিচালনা করা হচ্ছে। ফিটনেসবিহীন নৌযানের বিরুদ্ধে আইনগত ব্যবস্থা নেয়া হচ্ছে। bbox=[280, 2381, 416, 2422]
lead-byline: মনজুর উদ্দিন আহমেদ, বান্দরবান bbox=[6, 379, 408, 391]
ad-office-line: BPDB, Chattogram, bbox=[453, 1588, 509, 1597]
tender-advertisement bbox=[447, 1564, 902, 2303]
agri-photo bbox=[529, 846, 968, 942]
lower-band bbox=[6, 1564, 968, 2303]
cell-tender-id: 1 2 2 0 5 1 9 , 27.11.1500.740. 03.316.26-863 Date: 18-02-26 bbox=[466, 1742, 524, 1775]
